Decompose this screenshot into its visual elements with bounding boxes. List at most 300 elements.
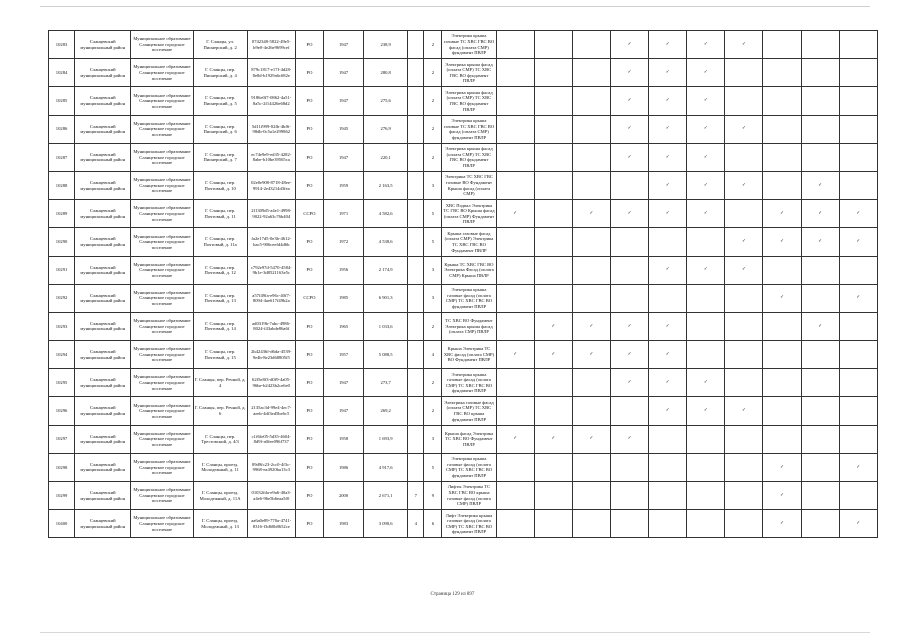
address-cell: Г. Сланцы, пер. Почтовый, д. 11 <box>193 200 247 228</box>
empty-cell <box>687 341 725 369</box>
checkmark-icon: ✓ <box>839 453 877 481</box>
works-cell: Электрика крыша газовые ТС ХВС ГВС ВО фасад (оплата СМР) фундамент ПВЛР <box>442 31 496 59</box>
area-cell: 275,6 <box>364 87 408 115</box>
empty-cell <box>725 87 763 115</box>
works-cell: Крыша фасад Электрика ТС ХВС ВО Фундамент ПВЛР <box>442 425 496 453</box>
area-cell: 1 033,6 <box>364 312 408 340</box>
floors-cell <box>408 453 424 481</box>
empty-cell <box>534 115 572 143</box>
empty-cell <box>725 200 763 228</box>
empty-cell <box>610 284 648 312</box>
address-cell: Г. Сланцы, пер. Почтовый, д. 13 <box>193 284 247 312</box>
row-number: 10297 <box>49 425 75 453</box>
district-cell: Сланцевский муниципальный район <box>75 312 131 340</box>
checkmark-icon: ✓ <box>649 171 687 199</box>
empty-cell <box>496 284 534 312</box>
empty-cell <box>687 510 725 538</box>
checkmark-icon: ✓ <box>687 200 725 228</box>
checkmark-icon: ✓ <box>610 59 648 87</box>
row-number: 10293 <box>49 312 75 340</box>
empty-cell <box>763 59 801 87</box>
empty-cell <box>839 171 877 199</box>
checkmark-icon: ✓ <box>496 200 534 228</box>
empty-cell <box>572 284 610 312</box>
empty-cell <box>572 87 610 115</box>
empty-cell <box>687 228 725 256</box>
checkmark-icon: ✓ <box>610 425 648 453</box>
area-cell: 5 088,5 <box>364 341 408 369</box>
checkmark-icon: ✓ <box>649 59 687 87</box>
district-cell: Сланцевский муниципальный район <box>75 200 131 228</box>
address-cell: Г. Сланцы, проезд. Молодежный, д. 11 <box>193 453 247 481</box>
empty-cell <box>801 59 839 87</box>
floors-cell <box>408 256 424 284</box>
floors-cell <box>408 341 424 369</box>
empty-cell <box>763 256 801 284</box>
empty-cell <box>801 115 839 143</box>
checkmark-icon: ✓ <box>610 369 648 397</box>
checkmark-icon: ✓ <box>725 397 763 425</box>
empty-cell <box>572 143 610 171</box>
type-cell: РО <box>295 256 323 284</box>
area-cell: 238,9 <box>364 31 408 59</box>
checkmark-icon: ✓ <box>839 510 877 538</box>
row-number: 10286 <box>49 115 75 143</box>
checkmark-icon: ✓ <box>725 115 763 143</box>
floors-cell <box>408 143 424 171</box>
guid-cell: 01032fda-e9a6-40a3-a4e6-96e5b6eaa5f0 <box>247 482 295 510</box>
checkmark-icon: ✓ <box>725 228 763 256</box>
settlement-cell: Муниципальное образование Сланцевское городское поселение <box>131 256 193 284</box>
empty-cell <box>687 482 725 510</box>
empty-cell <box>725 59 763 87</box>
checkmark-icon: ✓ <box>801 200 839 228</box>
address-cell: Г. Сланцы, пер. Почтовый, д. 12 <box>193 256 247 284</box>
table-row <box>49 171 878 199</box>
empty-cell <box>496 59 534 87</box>
table-row <box>49 341 878 369</box>
table-row <box>49 143 878 171</box>
empty-cell <box>725 369 763 397</box>
area-cell: 273,7 <box>364 369 408 397</box>
floors-cell <box>408 87 424 115</box>
empty-cell <box>687 425 725 453</box>
empty-cell <box>763 143 801 171</box>
area-cell: 280,8 <box>364 59 408 87</box>
year-cell: 2000 <box>323 482 363 510</box>
year-cell: 1972 <box>323 228 363 256</box>
empty-cell <box>763 341 801 369</box>
empty-cell <box>649 284 687 312</box>
checkmark-icon: ✓ <box>610 200 648 228</box>
area-cell: 2 174,9 <box>364 256 408 284</box>
checkmark-icon: ✓ <box>763 453 801 481</box>
empty-cell <box>572 397 610 425</box>
empty-cell <box>610 482 648 510</box>
year-cell: 1986 <box>323 453 363 481</box>
table-row <box>49 312 878 340</box>
empty-cell <box>725 510 763 538</box>
empty-cell <box>496 369 534 397</box>
district-cell: Сланцевский муниципальный район <box>75 228 131 256</box>
floors-cell <box>408 369 424 397</box>
checkmark-icon: ✓ <box>801 312 839 340</box>
year-cell: 1959 <box>323 171 363 199</box>
type-cell: РО <box>295 59 323 87</box>
address-cell: Г. Сланцы, пер. Пионерский, д. 7 <box>193 143 247 171</box>
works-cell: ТС ХВС ВО Фундамент Электрика крыша фасад (оплата СМР) ПВЛР <box>442 312 496 340</box>
works-cell: Электрика крыша газовые фасад (оплата СМР) ТС ХВС ГВС ВО фундамент ПВЛР <box>442 284 496 312</box>
address-cell: Г. Сланцы, ул. Пионерский, д. 2 <box>193 31 247 59</box>
empty-cell <box>801 87 839 115</box>
row-number: 10288 <box>49 171 75 199</box>
guid-cell: 2f1309d5-a4e1-4998-9022-92a63c76b404 <box>247 200 295 228</box>
checkmark-icon: ✓ <box>687 87 725 115</box>
empty-cell <box>572 453 610 481</box>
address-cell: Г. Сланцы, пер. Пионерский, д. 6 <box>193 115 247 143</box>
table-row <box>49 59 878 87</box>
floors-cell: 4 <box>408 510 424 538</box>
year-cell: 1947 <box>323 87 363 115</box>
settlement-cell: Муниципальное образование Сланцевское городское поселение <box>131 425 193 453</box>
settlement-cell: Муниципальное образование Сланцевское городское поселение <box>131 312 193 340</box>
table-row <box>49 256 878 284</box>
entrances-cell: 2 <box>424 312 442 340</box>
empty-cell <box>725 425 763 453</box>
checkmark-icon: ✓ <box>572 341 610 369</box>
entrances-cell: 2 <box>424 397 442 425</box>
checkmark-icon: ✓ <box>649 87 687 115</box>
guid-cell: aa6a0e89-770a-4741-8316-f3d60b8652ce <box>247 510 295 538</box>
empty-cell <box>496 143 534 171</box>
table-row <box>49 369 878 397</box>
empty-cell <box>801 256 839 284</box>
empty-cell <box>649 510 687 538</box>
empty-cell <box>839 256 877 284</box>
address-cell: Г. Сланцы, пер. Почтовый, д. 14 <box>193 312 247 340</box>
floors-cell <box>408 59 424 87</box>
entrances-cell: 5 <box>424 228 442 256</box>
empty-cell <box>534 228 572 256</box>
works-cell: Лифт Электрика крыша газовые фасад (оплата СМР) ТС ХВС ГВС ВО фундамент ПВЛР <box>442 510 496 538</box>
empty-cell <box>801 425 839 453</box>
checkmark-icon: ✓ <box>649 31 687 59</box>
row-number: 10298 <box>49 453 75 481</box>
address-cell: Г. Сланцы, пер. Почтовый, д. 10 <box>193 171 247 199</box>
empty-cell <box>572 510 610 538</box>
works-cell: Крыша газовые фасад (оплата СМР) Электрика ТС ХВС ГВС ВО Фундамент ПВЛР <box>442 228 496 256</box>
address-cell: Г. Сланцы, пер. Речной, д. 6 <box>193 397 247 425</box>
empty-cell <box>839 143 877 171</box>
table-row <box>49 482 878 510</box>
table-row <box>49 228 878 256</box>
empty-cell <box>801 341 839 369</box>
row-number: 10296 <box>49 397 75 425</box>
district-cell: Сланцевский муниципальный район <box>75 171 131 199</box>
checkmark-icon: ✓ <box>687 115 725 143</box>
year-cell: 1957 <box>323 341 363 369</box>
address-cell: Г. Сланцы, пер. Речной, д. 4 <box>193 369 247 397</box>
table-row <box>49 200 878 228</box>
address-cell: Г. Сланцы, проезд. Молодежный, д. 11А <box>193 482 247 510</box>
year-cell: 1947 <box>323 397 363 425</box>
empty-cell <box>649 228 687 256</box>
empty-cell <box>725 312 763 340</box>
floors-cell: 7 <box>408 482 424 510</box>
settlement-cell: Муниципальное образование Сланцевское городское поселение <box>131 59 193 87</box>
empty-cell <box>763 171 801 199</box>
guid-cell: 09d9fc23-2cc0-4f3c-9968-ea4920ba13c3 <box>247 453 295 481</box>
checkmark-icon: ✓ <box>763 482 801 510</box>
empty-cell <box>534 453 572 481</box>
bottom-rule <box>40 632 870 633</box>
empty-cell <box>610 397 648 425</box>
type-cell: РО <box>295 171 323 199</box>
checkmark-icon: ✓ <box>610 312 648 340</box>
row-number: 10284 <box>49 59 75 87</box>
address-cell: Г. Сланцы, пер. Почтовый, д. 15 <box>193 341 247 369</box>
checkmark-icon: ✓ <box>496 341 534 369</box>
settlement-cell: Муниципальное образование Сланцевское городское поселение <box>131 87 193 115</box>
district-cell: Сланцевский муниципальный район <box>75 425 131 453</box>
empty-cell <box>801 510 839 538</box>
floors-cell <box>408 397 424 425</box>
area-cell: 1 693,9 <box>364 425 408 453</box>
district-cell: Сланцевский муниципальный район <box>75 143 131 171</box>
checkmark-icon: ✓ <box>649 397 687 425</box>
empty-cell <box>839 425 877 453</box>
empty-cell <box>496 115 534 143</box>
guid-cell: 62f5e8f3-d0f9-4a05-96be-b2423b2ce6e0 <box>247 369 295 397</box>
checkmark-icon: ✓ <box>687 369 725 397</box>
checkmark-icon: ✓ <box>801 171 839 199</box>
type-cell: ССРО <box>295 284 323 312</box>
empty-cell <box>649 482 687 510</box>
checkmark-icon: ✓ <box>610 143 648 171</box>
entrances-cell: 2 <box>424 59 442 87</box>
type-cell: РО <box>295 397 323 425</box>
guid-cell: 2b42436f-d6da-4539-9e4b-8e23d68805f5 <box>247 341 295 369</box>
works-cell: ХВС Подвал Электрика ТС ГВС ВО Крыша фасад (оплата СМР) Фундамент ПВЛР <box>442 200 496 228</box>
empty-cell <box>725 284 763 312</box>
empty-cell <box>839 87 877 115</box>
table-row <box>49 397 878 425</box>
district-cell: Сланцевский муниципальный район <box>75 369 131 397</box>
empty-cell <box>763 425 801 453</box>
checkmark-icon: ✓ <box>649 256 687 284</box>
district-cell: Сланцевский муниципальный район <box>75 87 131 115</box>
empty-cell <box>801 482 839 510</box>
checkmark-icon: ✓ <box>649 312 687 340</box>
empty-cell <box>496 228 534 256</box>
empty-cell <box>534 482 572 510</box>
address-cell: Г. Сланцы, проезд. Молодежный, д. 13 <box>193 510 247 538</box>
entrances-cell: 2 <box>424 143 442 171</box>
guid-cell: a57f49fa-e96c-40f7-8094-4ae617f49b2a <box>247 284 295 312</box>
empty-cell <box>763 115 801 143</box>
row-number: 10287 <box>49 143 75 171</box>
entrances-cell: 5 <box>424 200 442 228</box>
empty-cell <box>763 369 801 397</box>
type-cell: РО <box>295 312 323 340</box>
guid-cell: ad0319b-7abc-4986-8024-f43abde86a6f <box>247 312 295 340</box>
year-cell: 1945 <box>323 115 363 143</box>
area-cell: 2 163,5 <box>364 171 408 199</box>
type-cell: РО <box>295 425 323 453</box>
year-cell: 1947 <box>323 59 363 87</box>
checkmark-icon: ✓ <box>839 200 877 228</box>
empty-cell <box>763 397 801 425</box>
empty-cell <box>534 143 572 171</box>
row-number: 10291 <box>49 256 75 284</box>
empty-cell <box>534 200 572 228</box>
settlement-cell: Муниципальное образование Сланцевское городское поселение <box>131 115 193 143</box>
works-cell: Электрика крыша газовые фасад (оплата СМР) ТС ХВС ГВС ВО фундамент ПВЛР <box>442 453 496 481</box>
empty-cell <box>801 397 839 425</box>
row-number: 10292 <box>49 284 75 312</box>
entrances-cell: 5 <box>424 453 442 481</box>
empty-cell <box>801 453 839 481</box>
area-cell: 2 671,1 <box>364 482 408 510</box>
empty-cell <box>725 341 763 369</box>
checkmark-icon: ✓ <box>572 200 610 228</box>
settlement-cell: Муниципальное образование Сланцевское городское поселение <box>131 143 193 171</box>
address-cell: Г. Сланцы, пер. Пионерский, д. 5 <box>193 87 247 115</box>
checkmark-icon: ✓ <box>649 143 687 171</box>
table-row <box>49 284 878 312</box>
checkmark-icon: ✓ <box>687 397 725 425</box>
table-row <box>49 453 878 481</box>
table-row <box>49 115 878 143</box>
district-cell: Сланцевский муниципальный район <box>75 397 131 425</box>
empty-cell <box>534 87 572 115</box>
empty-cell <box>496 510 534 538</box>
top-rule <box>40 6 870 7</box>
checkmark-icon: ✓ <box>534 341 572 369</box>
empty-cell <box>610 256 648 284</box>
empty-cell <box>534 59 572 87</box>
checkmark-icon: ✓ <box>649 115 687 143</box>
checkmark-icon: ✓ <box>763 228 801 256</box>
year-cell: 1947 <box>323 143 363 171</box>
row-number: 10285 <box>49 87 75 115</box>
empty-cell <box>496 312 534 340</box>
checkmark-icon: ✓ <box>687 143 725 171</box>
district-cell: Сланцевский муниципальный район <box>75 453 131 481</box>
guid-cell: 02e0e908-8718-48ee-9914-2e43214d3fea <box>247 171 295 199</box>
register-table <box>48 30 878 538</box>
table-row <box>49 510 878 538</box>
entrances-cell: 2 <box>424 369 442 397</box>
address-cell: Г. Сланцы, пер. Почтовый, д. 11а <box>193 228 247 256</box>
entrances-cell: 9 <box>424 482 442 510</box>
checkmark-icon: ✓ <box>649 341 687 369</box>
district-cell: Сланцевский муниципальный район <box>75 510 131 538</box>
guid-cell: 0742348-5822-49e5-b9e0-4e26e9699cef <box>247 31 295 59</box>
settlement-cell: Муниципальное образование Сланцевское городское поселение <box>131 228 193 256</box>
guid-cell: 879c1817-e17f-4d28-8e8d-b1929a6c682e <box>247 59 295 87</box>
checkmark-icon: ✓ <box>839 228 877 256</box>
empty-cell <box>534 510 572 538</box>
empty-cell <box>496 87 534 115</box>
empty-cell <box>763 312 801 340</box>
empty-cell <box>839 115 877 143</box>
checkmark-icon: ✓ <box>687 171 725 199</box>
empty-cell <box>610 228 648 256</box>
empty-cell <box>801 143 839 171</box>
checkmark-icon: ✓ <box>725 31 763 59</box>
address-cell: Г. Сланцы, пер. Пионерский, д. 4 <box>193 59 247 87</box>
floors-cell <box>408 115 424 143</box>
empty-cell <box>839 397 877 425</box>
floors-cell <box>408 425 424 453</box>
row-number: 10295 <box>49 369 75 397</box>
settlement-cell: Муниципальное образование Сланцевское городское поселение <box>131 510 193 538</box>
district-cell: Сланцевский муниципальный район <box>75 115 131 143</box>
empty-cell <box>496 397 534 425</box>
checkmark-icon: ✓ <box>763 200 801 228</box>
empty-cell <box>572 482 610 510</box>
empty-cell <box>534 397 572 425</box>
area-cell: 276,9 <box>364 115 408 143</box>
row-number: 10283 <box>49 31 75 59</box>
type-cell: РО <box>295 341 323 369</box>
checkmark-icon: ✓ <box>763 284 801 312</box>
entrances-cell: 4 <box>424 341 442 369</box>
guid-cell: 9186e0f7-0862-4a51-8a5c-2f14426e68d2 <box>247 87 295 115</box>
row-number: 10400 <box>49 510 75 538</box>
checkmark-icon: ✓ <box>610 341 648 369</box>
type-cell: РО <box>295 115 323 143</box>
checkmark-icon: ✓ <box>610 31 648 59</box>
settlement-cell: Муниципальное образование Сланцевское городское поселение <box>131 284 193 312</box>
empty-cell <box>534 256 572 284</box>
type-cell: РО <box>295 482 323 510</box>
table-row <box>49 425 878 453</box>
settlement-cell: Муниципальное образование Сланцевское городское поселение <box>131 171 193 199</box>
entrances-cell: 3 <box>424 171 442 199</box>
area-cell: 4 582,6 <box>364 200 408 228</box>
area-cell: 220,1 <box>364 143 408 171</box>
empty-cell <box>572 31 610 59</box>
checkmark-icon: ✓ <box>534 425 572 453</box>
empty-cell <box>496 31 534 59</box>
empty-cell <box>496 171 534 199</box>
district-cell: Сланцевский муниципальный район <box>75 256 131 284</box>
empty-cell <box>801 284 839 312</box>
empty-cell <box>687 453 725 481</box>
area-cell: 269,2 <box>364 397 408 425</box>
empty-cell <box>496 453 534 481</box>
settlement-cell: Муниципальное образование Сланцевское городское поселение <box>131 200 193 228</box>
checkmark-icon: ✓ <box>534 312 572 340</box>
floors-cell <box>408 171 424 199</box>
area-cell: 4 917,6 <box>364 453 408 481</box>
settlement-cell: Муниципальное образование Сланцевское городское поселение <box>131 482 193 510</box>
empty-cell <box>687 284 725 312</box>
year-cell: 1958 <box>323 425 363 453</box>
checkmark-icon: ✓ <box>572 312 610 340</box>
type-cell: РО <box>295 369 323 397</box>
district-cell: Сланцевский муниципальный район <box>75 31 131 59</box>
entrances-cell: 2 <box>424 87 442 115</box>
empty-cell <box>649 453 687 481</box>
type-cell: РО <box>295 31 323 59</box>
entrances-cell: 6 <box>424 510 442 538</box>
empty-cell <box>534 369 572 397</box>
works-cell: Электрика крыша фасад (оплата СМР) ТС ХВС ГВС ВО фундамент ПВЛР <box>442 87 496 115</box>
year-cell: 1947 <box>323 369 363 397</box>
